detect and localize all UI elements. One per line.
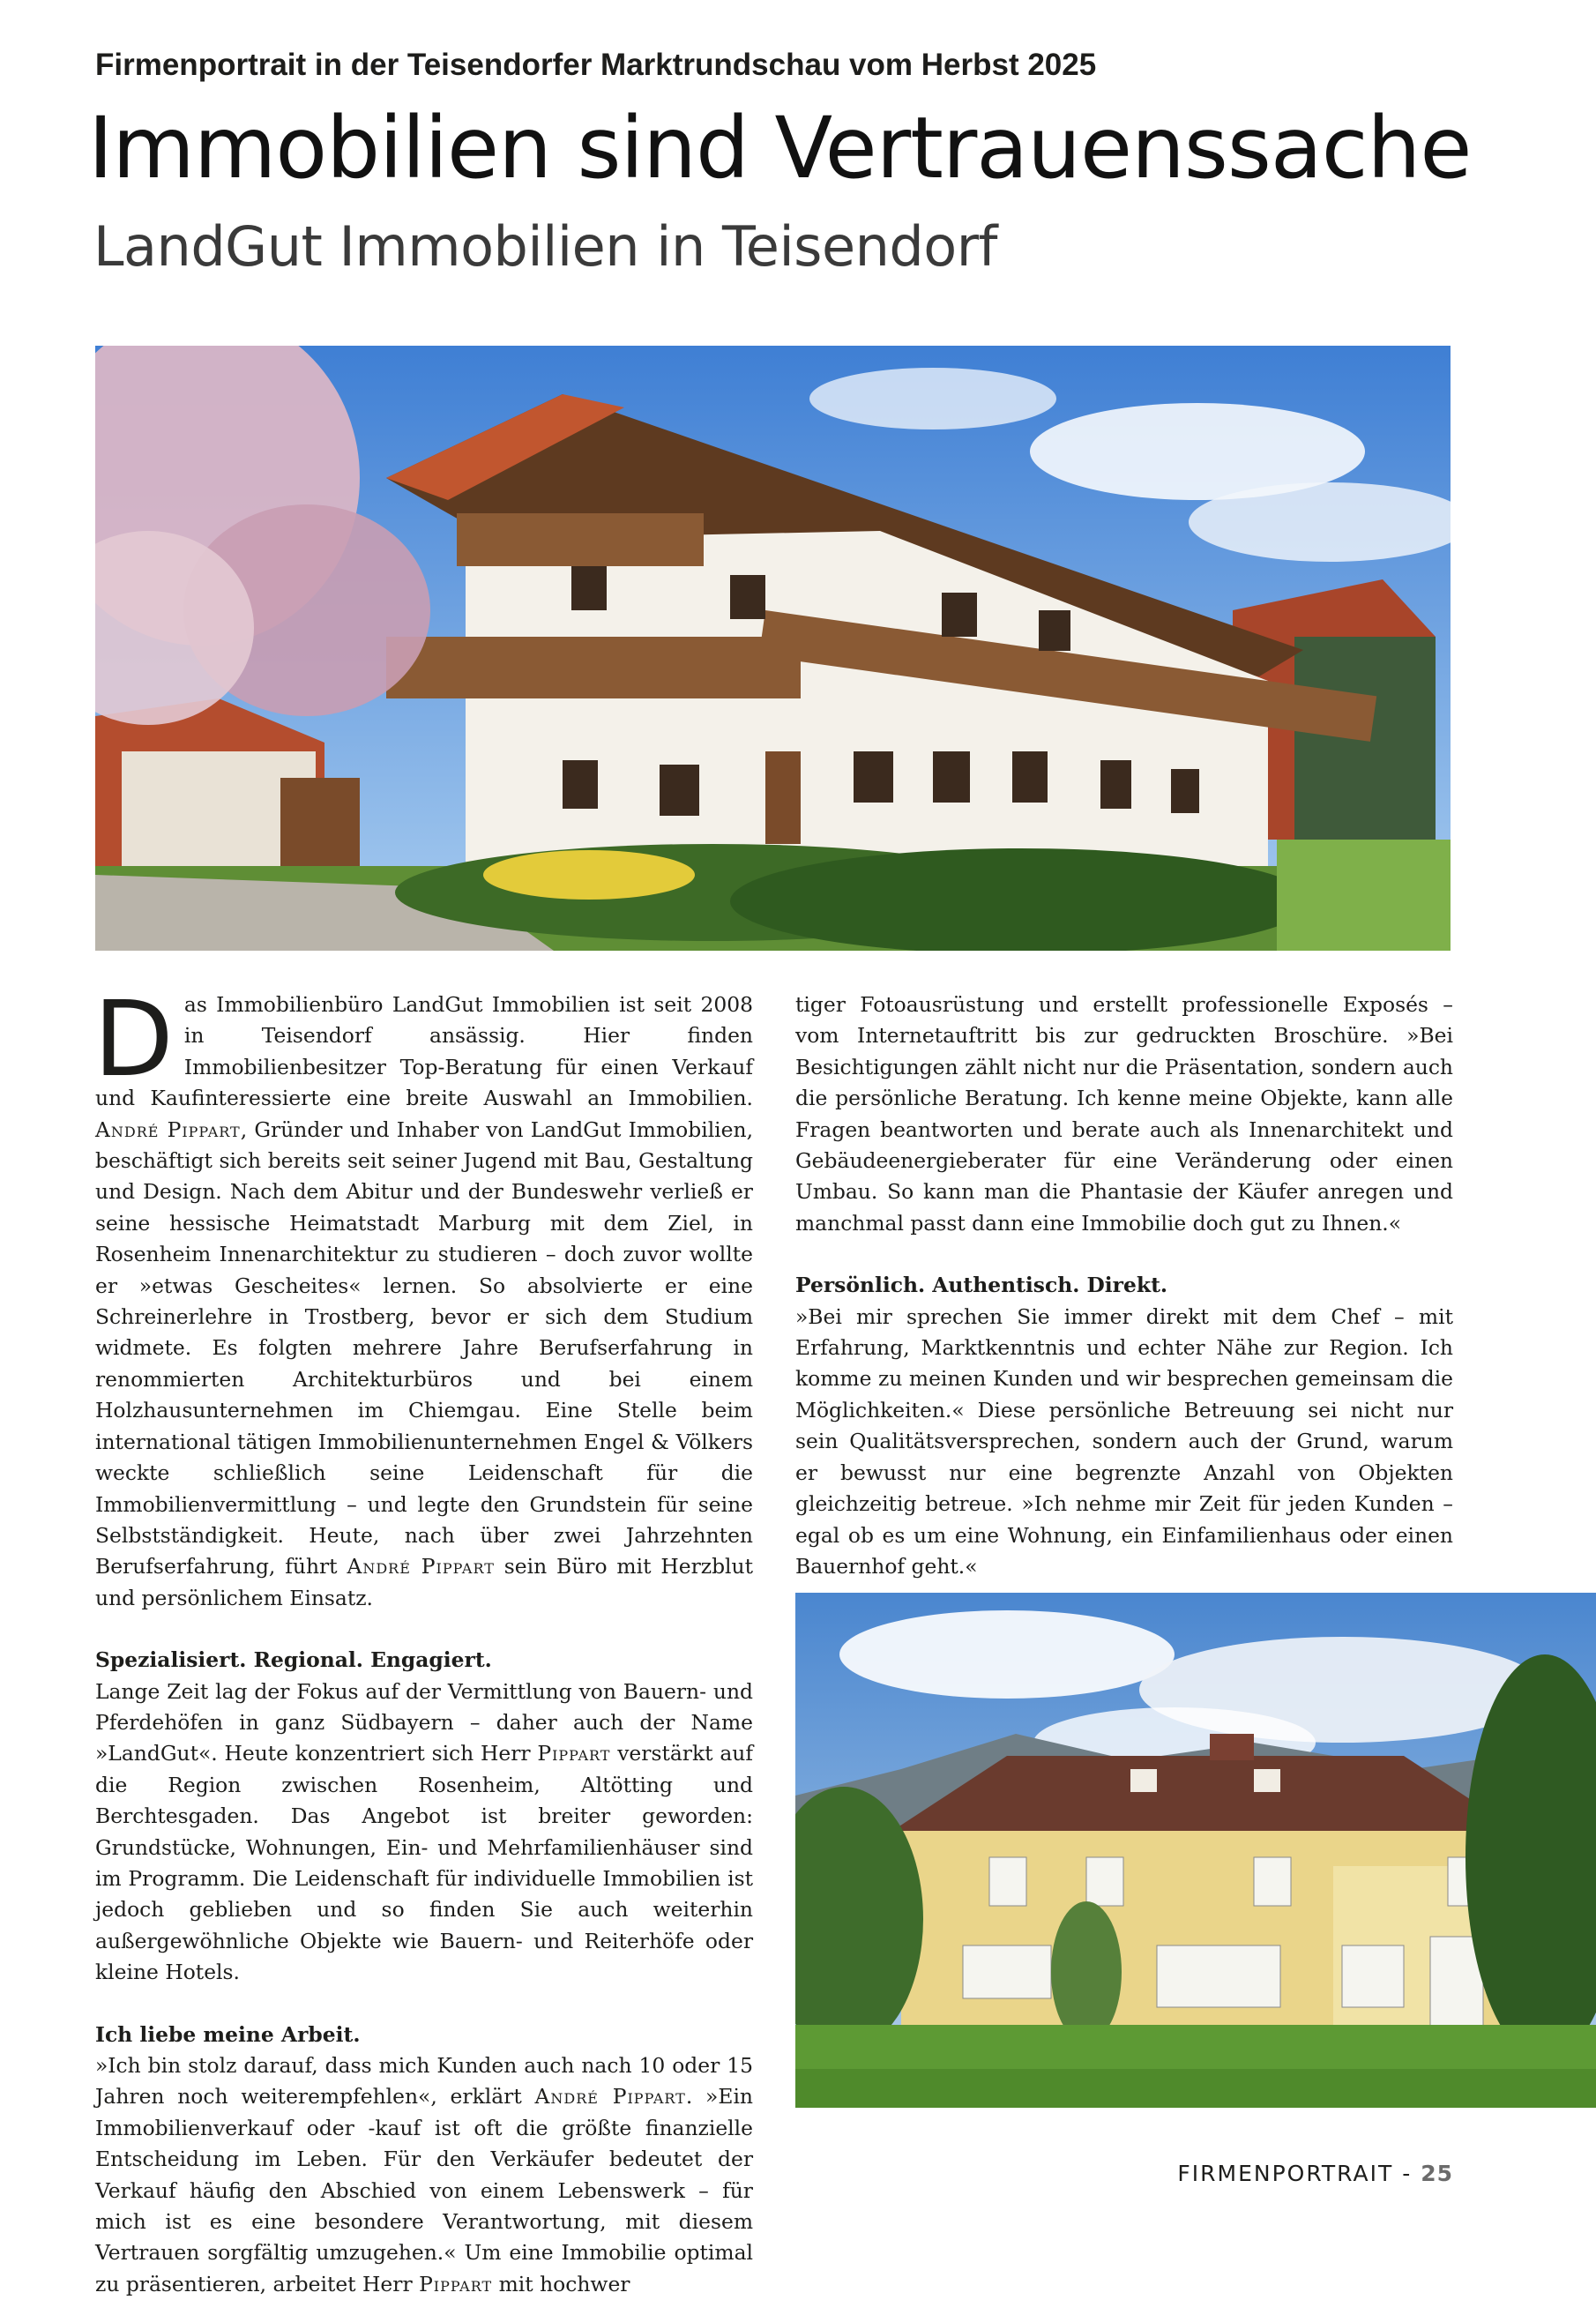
farmhouse-photo (95, 346, 1451, 951)
name-pippart: Pippart (537, 1741, 611, 1766)
name-andre-pippart: André Pippart (534, 2084, 686, 2110)
section-paragraph (95, 1676, 753, 1989)
intro-text-3: sein Büro mit Herzblut und persönlichem Einsatz. (95, 1554, 753, 1610)
villa-photo (795, 1593, 1596, 2108)
continued-paragraph: tiger Fotoausrüstung und erstellt professionelle Exposés – vom Internetauftritt bis zur gedruckten Broschüre. »Bei Besichtigungen zählt nicht nur die Präsentation, sondern auch die persönliche Beratung. Ich kenne meine Objekte, kann alle Fragen beantworten und berate auch als Innenarchitekt und Gebäudeenergieberater für eine Veränderung oder einen Umbau. So kann man die Phantasie der Käufer anregen und manchmal passt dann eine Immobilie doch gut zu Ihnen.« (795, 992, 1453, 1236)
intro-paragraph (93, 978, 754, 1614)
section1-text-2: verstärkt auf die Region zwischen Rosenheim, Altötting und Berchtesgaden. Das Angebot ist breiter geworden: Grundstücke, Wohnungen, Ein- und Mehrfamilienhäuser sind im Programm. Die Leidenschaft für individuelle Immobilien ist jedoch geblieben und so finden Sie auch weiterhin außergewöhnliche Objekte wie Bauern- und Reiterhöfe oder kleine Hotels. (95, 1741, 753, 1985)
drop-cap: D (93, 978, 174, 1100)
name-andre-pippart: André Pippart (347, 1554, 495, 1579)
page-number: 25 (1421, 2161, 1453, 2186)
footer-separator: - (1393, 2161, 1421, 2186)
name-pippart: Pippart (419, 2271, 493, 2296)
section1-text-1: Lange Zeit lag der Fokus auf der Vermittlung von Bauern- und Pferdehöfen in ganz Südbayern – daher auch der Name »LandGut«. Heute konzentriert sich Herr (95, 1678, 753, 1766)
section-label: FIRMENPORTRAIT (1177, 2161, 1394, 2186)
section2-text-3: mit hochwer (492, 2271, 630, 2296)
kicker: Firmenportrait in der Teisendorfer Marktrundschau vom Herbst 2025 (95, 48, 1097, 82)
intro-text-1: as Immobilienbüro LandGut Immobilien ist seit 2008 in Teisendorf ansässig. Hier finden Immobilienbesitzer Top-Beratung für einen Verkauf und Kaufinteressierte eine breite Auswahl an Immobilien. (95, 992, 753, 1111)
page-subtitle: LandGut Immobilien in Teisendorf (93, 214, 998, 279)
section2-text-1: »Ich bin stolz darauf, dass mich Kunden auch nach 10 oder 15 Jahren noch weiterempfehlen«, erklärt (95, 2053, 753, 2110)
right-column (795, 989, 1453, 1582)
section-heading: Spezialisiert. Regional. Engagiert. (95, 1647, 492, 1673)
section-paragraph: »Bei mir sprechen Sie immer direkt mit dem Chef – mit Erfahrung, Marktkenntnis und echter Nähe zur Region. Ich komme zu meinen Kunden und wir besprechen gemeinsam die Möglichkeiten.« Diese persönliche Betreuung sei nicht nur sein Qualitätsversprechen, sondern auch der Grund, warum er bewusst nur eine begrenzte Anzahl von Objekten gleichzeitig betreue. »Ich nehme mir Zeit für jeden Kunden – egal ob es um eine Wohnung, ein Einfamilienhaus oder einen Bauernhof geht.« (795, 1303, 1453, 1579)
name-andre-pippart: André Pippart (95, 1116, 241, 1142)
page-footer (1177, 2161, 1453, 2186)
left-column (93, 978, 754, 2300)
section2-text-2: . »Ein Immobilienverkauf oder -kauf ist oft die größte finanzielle Entscheidung im Leben. Für den Verkäufer bedeutet der Verkauf häufig den Abschied von einem Lebenswerk – für mich ist es eine besondere Verantwortung, mit diesem Vertrauen sorgfältig umzugehen.« Um eine Immobilie optimal zu präsentieren, arbeitet Herr (95, 2084, 753, 2296)
intro-text-2: , Gründer und Inhaber von LandGut Immobilien, beschäftigt sich bereits seit seiner Jugend mit Bau, Gestaltung und Design. Nach dem Abitur und der Bundeswehr verließ er seine hessische Heimatstadt Marburg mit dem Ziel, in Rosenheim Innenarchitektur zu studieren – doch zuvor wollte er »etwas Gescheites« lernen. So absolvierte er eine Schreinerlehre in Trostberg, bevor er sich dem Studium widmete. Es folgten mehrere Jahre Berufserfahrung in renommierten Architekturbüros und bei einem Holzhausunternehmen im Chiemgau. Eine Stelle beim international tätigen Immobilienunternehmen Engel & Völkers weckte schließlich seine Leidenschaft für die Immobilienvermittlung – und legte den Grundstein für seine Selbstständigkeit. Heute, nach über zwei Jahrzehnten Berufserfahrung, führt (95, 1116, 754, 1579)
section-heading: Ich liebe meine Arbeit. (95, 2021, 361, 2047)
page-title: Immobilien sind Vertrauenssache (88, 99, 1472, 198)
section-heading: Persönlich. Authentisch. Direkt. (795, 1273, 1168, 1298)
section-paragraph (95, 2050, 753, 2300)
